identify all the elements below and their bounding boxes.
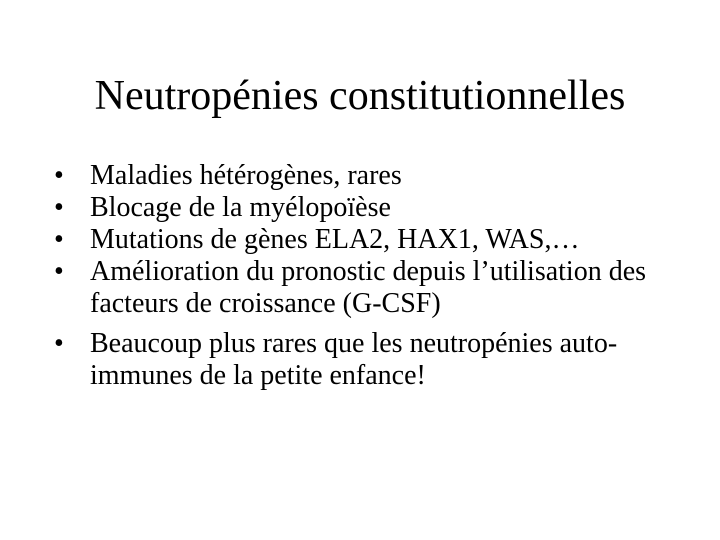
bullet-dot-icon: •: [54, 192, 64, 223]
bullet-text: Amélioration du pronostic depuis l’utilisation des facteurs de croissance (G-CSF): [90, 256, 647, 319]
bullet-dot-icon: •: [54, 256, 64, 287]
bullet-text: Maladies hétérogènes, rares: [90, 160, 402, 191]
bullet-dot-icon: •: [54, 224, 64, 255]
bullet-item: [54, 224, 674, 256]
bullet-item: [54, 256, 674, 320]
bullet-item: [54, 192, 674, 224]
bullet-dot-icon: •: [54, 160, 64, 191]
slide-title: Neutropénies constitutionnelles: [94, 73, 626, 119]
bullet-item: [54, 160, 674, 192]
bullet-text: Mutations de gènes ELA2, HAX1, WAS,…: [90, 224, 580, 255]
bullet-text: Blocage de la myélopoïèse: [90, 192, 391, 223]
bullet-text: Beaucoup plus rares que les neutropénies auto-immunes de la petite enfance!: [90, 328, 618, 391]
bullet-item: [54, 328, 674, 392]
bullet-dot-icon: •: [54, 328, 64, 359]
bullet-list: [54, 160, 674, 392]
